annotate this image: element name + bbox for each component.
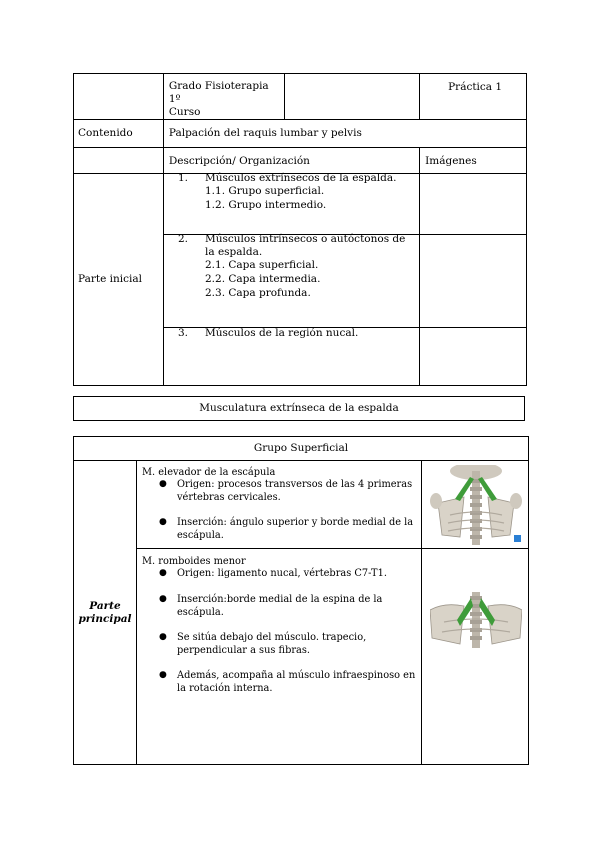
muscle-1-bullet-1-line-2: vértebras cervicales. (177, 492, 281, 503)
section-title-box (73, 396, 525, 421)
bullet-icon: ● (159, 517, 167, 527)
cell-img-1 (420, 174, 527, 235)
cell-desc-label (163, 148, 419, 174)
muscle-2-name: M. romboides menor (142, 556, 246, 567)
cell-degree (163, 74, 284, 120)
muscle-2-bullet-3-line-2: perpendicular a sus fibras. (177, 645, 311, 656)
item-1-number: 1. (178, 172, 189, 184)
cell-practice (420, 74, 527, 120)
part-label-line-1: Parte (89, 599, 121, 612)
cell-part-label (74, 461, 137, 765)
group-title: Grupo Superficial (253, 442, 349, 454)
muscle-2-bullet-4-line-2: la rotación interna. (177, 683, 273, 694)
images-label: Imágenes (425, 155, 477, 167)
item-2-sub-2: 2.2. Capa intermedia. (205, 273, 321, 285)
muscle-2-bullet-3-line-1: Se sitúa debajo del músculo. trapecio, (177, 632, 367, 643)
cell-empty (74, 74, 164, 120)
item-1-title: Músculos extrínsecos de la espalda. (205, 172, 397, 184)
item-2-sub-1: 2.1. Capa superficial. (205, 259, 319, 271)
muscle-2-bullet-1-line-1: Origen: ligamento nucal, vértebras C7-T1. (177, 568, 387, 579)
part-label-line-2: principal (78, 612, 132, 625)
content-label: Contenido (78, 127, 133, 139)
bullet-icon: ● (159, 594, 167, 604)
content-value: Palpación del raquis lumbar y pelvis (168, 127, 362, 139)
practice-text: Práctica 1 (448, 81, 503, 93)
item-3-title: Músculos de la región nucal. (205, 327, 359, 339)
cell-content-value (163, 120, 526, 148)
bullet-icon: ● (159, 670, 167, 680)
bullet-icon: ● (159, 632, 167, 642)
muscle-1-bullet-2-line-2: escápula. (177, 530, 224, 541)
section-title: Musculatura extrínseca de la espalda (199, 402, 399, 414)
cell-empty-2 (284, 74, 419, 120)
course-text: Curso (168, 106, 201, 118)
cell-images-label (420, 148, 527, 174)
initial-label: Parte inicial (78, 273, 142, 285)
degree-text: Grado Fisioterapia 1º (168, 80, 269, 105)
cell-muscle-2-image (422, 549, 529, 765)
bullet-icon: ● (159, 479, 167, 489)
desc-label: Descripción/ Organización (168, 155, 310, 167)
cell-empty-3 (74, 148, 164, 174)
muscle-2-bullet-4-line-1: Además, acompaña al músculo infraespinoso en (177, 670, 416, 681)
item-1-sub-1: 1.1. Grupo superficial. (205, 185, 325, 197)
cell-group-title (74, 437, 529, 461)
cell-initial-label (74, 174, 164, 386)
item-2-number: 2. (178, 233, 189, 245)
rhomboid-minor-image (430, 592, 522, 648)
bullet-icon: ● (159, 568, 167, 578)
cell-img-3 (420, 328, 527, 386)
cell-content-label (74, 120, 164, 148)
levator-scapulae-image (430, 465, 522, 545)
item-3-number: 3. (178, 327, 189, 339)
cell-img-2 (420, 235, 527, 328)
muscle-2-bullet-2-line-1: Inserción:borde medial de la espina de la (177, 594, 383, 605)
item-2-sub-3: 2.3. Capa profunda. (205, 287, 311, 299)
item-1-sub-2: 1.2. Grupo intermedio. (205, 199, 327, 211)
muscle-1-name: M. elevador de la escápula (142, 467, 276, 478)
muscle-1-bullet-2-line-1: Inserción: ángulo superior y borde medial de la (177, 517, 414, 528)
muscle-1-bullet-1-line-1: Origen: procesos transversos de las 4 primeras (177, 479, 413, 490)
item-2-title-line-2: la espalda. (205, 246, 263, 258)
item-2-title-line-1: Músculos intrínsecos o autóctonos de (205, 233, 406, 245)
muscle-2-bullet-2-line-2: escápula. (177, 607, 224, 618)
